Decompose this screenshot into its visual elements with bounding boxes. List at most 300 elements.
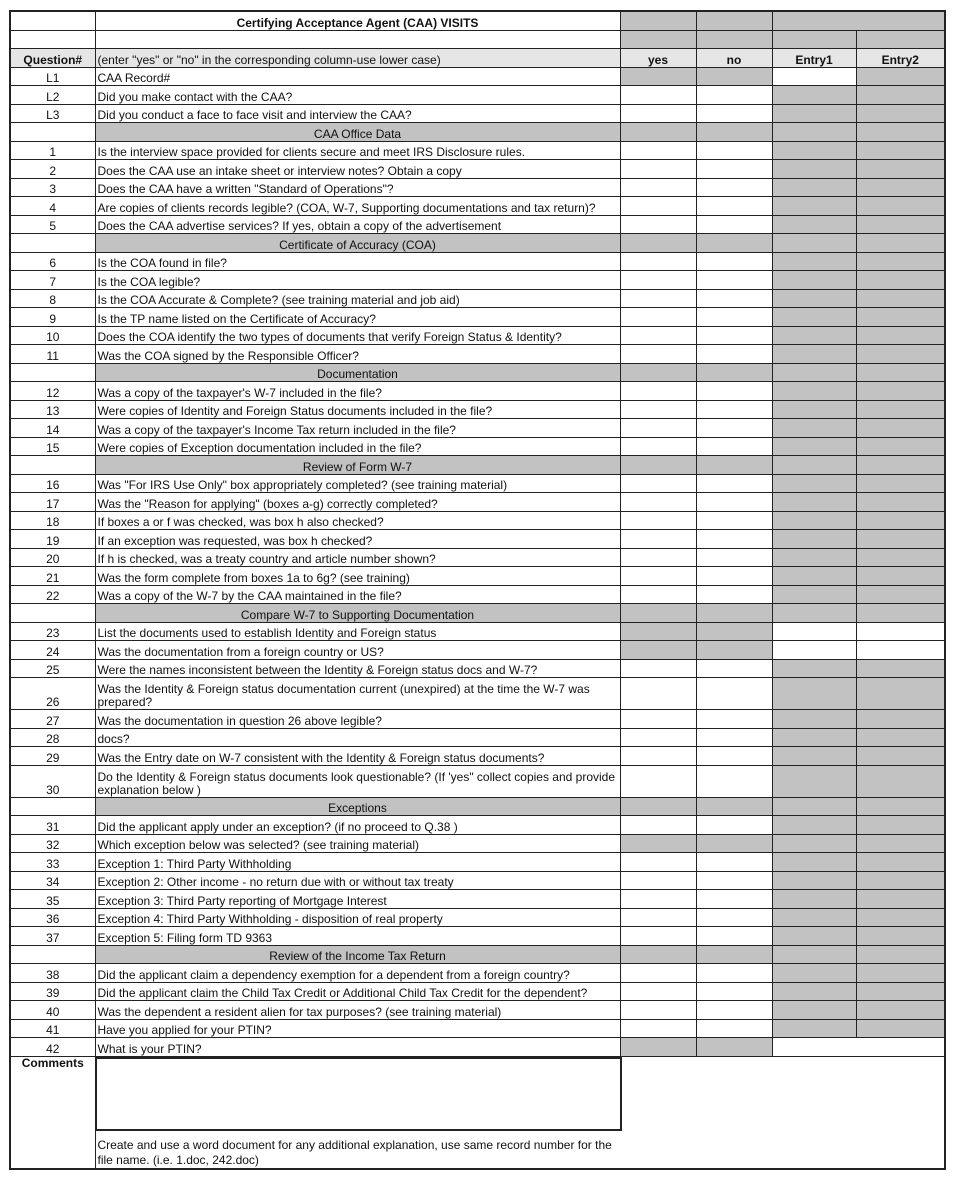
question-text: Was "For IRS Use Only" box appropriately completed? (see training material) [95,474,620,493]
question-number: 13 [10,400,95,419]
blank-cell [10,234,95,253]
question-number: 2 [10,160,95,179]
question-row [10,659,945,678]
question-number: 25 [10,659,95,678]
question-row [10,141,945,160]
blank-cell [856,945,945,964]
question-number: 18 [10,511,95,530]
blank-cell [696,363,772,382]
no-cell [696,641,772,660]
yes-cell[interactable] [620,927,696,946]
entry2-cell [856,834,945,853]
entry2-cell [856,141,945,160]
entry2-cell [856,871,945,890]
question-row [10,765,945,797]
yes-cell[interactable] [620,567,696,586]
yes-cell[interactable] [620,308,696,327]
question-row [10,927,945,946]
no-cell[interactable] [696,86,772,105]
entry1-cell [772,816,856,835]
blank-cell [772,11,945,30]
question-text: Was the Identity & Foreign status documentation current (unexpired) at the time the W-7 was prepared? [95,678,620,710]
no-cell[interactable] [696,964,772,983]
no-cell[interactable] [696,927,772,946]
blank-cell [620,604,696,623]
entry2-cell [856,382,945,401]
question-text: Is the COA found in file? [95,252,620,271]
entry1-cell [772,710,856,729]
question-row [10,345,945,364]
entry1-cell [772,747,856,766]
entry1-cell[interactable] [772,622,856,641]
yes-cell[interactable] [620,419,696,438]
entry1-cell [772,141,856,160]
no-cell [696,67,772,86]
entry1-cell [772,1019,856,1038]
question-text: Was the dependent a resident alien for tax purposes? (see training material) [95,1001,620,1020]
entry2-cell [856,474,945,493]
question-row [10,86,945,105]
yes-cell[interactable] [620,252,696,271]
question-row [10,215,945,234]
entry1-cell [772,871,856,890]
no-cell[interactable] [696,765,772,797]
no-cell[interactable] [696,1001,772,1020]
question-row [10,1001,945,1020]
yes-cell[interactable] [620,382,696,401]
blank-cell [696,234,772,253]
no-cell[interactable] [696,104,772,123]
question-text: CAA Record# [95,67,620,86]
no-cell[interactable] [696,585,772,604]
question-text: Exception 4: Third Party Withholding - disposition of real property [95,908,620,927]
no-cell[interactable] [696,890,772,909]
entry1-cell [772,437,856,456]
no-cell[interactable] [696,1019,772,1038]
yes-cell[interactable] [620,964,696,983]
question-number: 12 [10,382,95,401]
question-text: Which exception below was selected? (see training material) [95,834,620,853]
entry1-cell [772,567,856,586]
yes-cell[interactable] [620,1019,696,1038]
entry2-cell [856,437,945,456]
question-text: Was the Entry date on W-7 consistent with the Identity & Foreign status documents? [95,747,620,766]
question-text: Is the TP name listed on the Certificate of Accuracy? [95,308,620,327]
comments-input[interactable] [95,1057,622,1131]
no-cell[interactable] [696,511,772,530]
no-cell[interactable] [696,178,772,197]
no-cell[interactable] [696,871,772,890]
entry2-cell [856,345,945,364]
question-text: Have you applied for your PTIN? [95,1019,620,1038]
entry2-cell [856,530,945,549]
question-row [10,419,945,438]
yes-cell [620,622,696,641]
entry1-cell [772,86,856,105]
no-cell[interactable] [696,678,772,710]
blank-cell [620,363,696,382]
question-row [10,104,945,123]
yes-cell[interactable] [620,982,696,1001]
question-number: 39 [10,982,95,1001]
blank-cell [772,604,856,623]
entry1-cell[interactable] [772,67,856,86]
question-number: 33 [10,853,95,872]
entry1-cell [772,908,856,927]
blank-cell [856,456,945,475]
yes-cell [620,641,696,660]
yes-cell[interactable] [620,871,696,890]
yes-cell [620,67,696,86]
entry2-cell [856,493,945,512]
question-row [10,252,945,271]
entry1-cell [772,178,856,197]
entry1-cell [772,326,856,345]
yes-cell[interactable] [620,141,696,160]
no-cell[interactable] [696,400,772,419]
question-row [10,908,945,927]
yes-cell[interactable] [620,160,696,179]
question-row [10,1019,945,1038]
yes-cell[interactable] [620,437,696,456]
blank-cell [772,234,856,253]
yes-cell[interactable] [620,104,696,123]
question-row [10,548,945,567]
blank-cell [620,797,696,816]
yes-cell[interactable] [620,289,696,308]
entry2-cell [856,728,945,747]
no-cell[interactable] [696,710,772,729]
blank-cell [772,123,856,142]
question-number: 36 [10,908,95,927]
sheet-title: Certifying Acceptance Agent (CAA) VISITS [95,11,620,30]
no-cell[interactable] [696,215,772,234]
entry2-cell [856,908,945,927]
entry1-cell [772,834,856,853]
entry1-cell [772,548,856,567]
question-number: 15 [10,437,95,456]
entry-cell[interactable] [772,1038,945,1057]
question-row [10,511,945,530]
entry2-cell [856,400,945,419]
entry2-cell [856,419,945,438]
question-number: 30 [10,765,95,797]
section-title: Compare W-7 to Supporting Documentation [95,604,620,623]
yes-cell[interactable] [620,178,696,197]
entry2-cell [856,160,945,179]
question-text: If an exception was requested, was box h checked? [95,530,620,549]
question-text: Did the applicant claim a dependency exemption for a dependent from a foreign country? [95,964,620,983]
entry2-cell [856,1001,945,1020]
entry2-cell [856,271,945,290]
entry2-cell [856,511,945,530]
question-number: 29 [10,747,95,766]
entry1-cell [772,160,856,179]
question-number: 35 [10,890,95,909]
question-row [10,308,945,327]
blank-cell [620,11,696,30]
no-cell[interactable] [696,382,772,401]
question-text: Did you make contact with the CAA? [95,86,620,105]
blank-cell [772,945,856,964]
entry1-cell [772,678,856,710]
question-text: Was a copy of the W-7 by the CAA maintained in the file? [95,585,620,604]
question-number: 4 [10,197,95,216]
entry1-cell [772,1001,856,1020]
yes-cell[interactable] [620,747,696,766]
entry2-cell [856,853,945,872]
yes-cell[interactable] [620,908,696,927]
entry2-cell [856,86,945,105]
blank-cell [696,797,772,816]
blank-cell [696,123,772,142]
entry1-cell [772,271,856,290]
no-cell[interactable] [696,659,772,678]
question-text: Does the CAA advertise services? If yes, obtain a copy of the advertisement [95,215,620,234]
entry1-cell [772,493,856,512]
question-row [10,493,945,512]
blank-cell [10,456,95,475]
yes-cell[interactable] [620,215,696,234]
entry1-cell [772,345,856,364]
section-header-row [10,945,945,964]
no-cell[interactable] [696,493,772,512]
question-text: Was a copy of the taxpayer's Income Tax return included in the file? [95,419,620,438]
question-number: 42 [10,1038,95,1057]
yes-cell[interactable] [620,816,696,835]
blank-cell [772,363,856,382]
entry1-cell [772,890,856,909]
no-cell[interactable] [696,437,772,456]
blank-cell [10,945,95,964]
comments-row [10,1056,945,1169]
section-header-row [10,234,945,253]
question-number: 9 [10,308,95,327]
entry2-cell [856,104,945,123]
blank-cell [856,123,945,142]
yes-cell [620,834,696,853]
question-row [10,641,945,660]
question-text: Did the applicant apply under an exception? (if no proceed to Q.38 ) [95,816,620,835]
yes-cell[interactable] [620,197,696,216]
no-cell[interactable] [696,530,772,549]
blank-cell [772,30,856,49]
entry1-cell [772,511,856,530]
entry2-cell [856,765,945,797]
yes-cell [620,1038,696,1057]
no-cell[interactable] [696,160,772,179]
blank-cell [856,604,945,623]
no-cell[interactable] [696,816,772,835]
question-number: 10 [10,326,95,345]
entry1-cell [772,419,856,438]
yes-cell[interactable] [620,345,696,364]
yes-cell[interactable] [620,400,696,419]
no-cell[interactable] [696,567,772,586]
question-text: Were the names inconsistent between the Identity & Foreign status docs and W-7? [95,659,620,678]
entry2-cell [856,678,945,710]
blank-cell [620,234,696,253]
yes-cell[interactable] [620,530,696,549]
yes-cell[interactable] [620,474,696,493]
entry1-cell [772,728,856,747]
question-row [10,326,945,345]
yes-cell[interactable] [620,678,696,710]
no-cell[interactable] [696,197,772,216]
entry1-cell [772,400,856,419]
question-number: 20 [10,548,95,567]
blank-cell [620,945,696,964]
blank-cell [856,797,945,816]
yes-cell[interactable] [620,1001,696,1020]
entry1-header: Entry1 [772,49,856,68]
entry1-cell [772,197,856,216]
blank-cell [856,363,945,382]
question-row [10,747,945,766]
yes-cell[interactable] [620,890,696,909]
no-cell[interactable] [696,747,772,766]
yes-header: yes [620,49,696,68]
section-header-row [10,797,945,816]
question-text: Does the CAA have a written "Standard of Operations"? [95,178,620,197]
question-row [10,816,945,835]
question-row [10,474,945,493]
question-number: 11 [10,345,95,364]
caa-visits-sheet [9,10,946,1170]
question-number: 24 [10,641,95,660]
yes-cell[interactable] [620,710,696,729]
title-row [10,11,945,30]
question-number: 14 [10,419,95,438]
entry1-cell [772,308,856,327]
yes-cell[interactable] [620,659,696,678]
question-number: 41 [10,1019,95,1038]
question-text: Did the applicant claim the Child Tax Credit or Additional Child Tax Credit for the dependent? [95,982,620,1001]
entry1-cell [772,104,856,123]
yes-cell[interactable] [620,511,696,530]
question-number: 38 [10,964,95,983]
no-cell[interactable] [696,853,772,872]
entry1-cell [772,585,856,604]
no-cell[interactable] [696,141,772,160]
entry2-cell [856,890,945,909]
yes-cell[interactable] [620,548,696,567]
question-row [10,982,945,1001]
blank-cell [696,11,772,30]
entry1-cell [772,927,856,946]
no-cell[interactable] [696,289,772,308]
question-number: 19 [10,530,95,549]
entry2-cell[interactable] [856,641,945,660]
no-cell [696,622,772,641]
question-text: Is the COA Accurate & Complete? (see training material and job aid) [95,289,620,308]
blank-cell [620,123,696,142]
entry2-cell[interactable] [856,622,945,641]
no-cell[interactable] [696,982,772,1001]
question-text: Exception 3: Third Party reporting of Mortgage Interest [95,890,620,909]
blank-cell [620,30,696,49]
entry2-cell [856,964,945,983]
no-cell[interactable] [696,908,772,927]
yes-cell[interactable] [620,326,696,345]
question-row [10,834,945,853]
blank-cell [95,30,620,49]
no-cell[interactable] [696,308,772,327]
yes-cell[interactable] [620,493,696,512]
blank-cell [620,456,696,475]
entry1-cell [772,289,856,308]
yes-cell[interactable] [620,271,696,290]
blank-cell [696,30,772,49]
section-title: CAA Office Data [95,123,620,142]
entry2-cell [856,178,945,197]
question-text: Was the "Reason for applying" (boxes a-g) correctly completed? [95,493,620,512]
instruction-header: (enter "yes" or "no" in the corresponding column-use lower case) [95,49,620,68]
entry1-cell [772,382,856,401]
yes-cell[interactable] [620,86,696,105]
entry2-cell [856,326,945,345]
entry1-cell [772,853,856,872]
question-number: 40 [10,1001,95,1020]
no-cell[interactable] [696,419,772,438]
question-text: Did you conduct a face to face visit and interview the CAA? [95,104,620,123]
question-number: 8 [10,289,95,308]
no-cell[interactable] [696,474,772,493]
question-row [10,890,945,909]
entry2-cell [856,252,945,271]
question-row [10,289,945,308]
entry1-cell [772,964,856,983]
entry1-cell [772,659,856,678]
question-text: Does the COA identify the two types of documents that verify Foreign Status & Identity? [95,326,620,345]
entry2-cell [856,747,945,766]
no-cell [696,834,772,853]
question-number: 16 [10,474,95,493]
no-cell[interactable] [696,271,772,290]
entry2-cell [856,659,945,678]
question-text: Does the CAA use an intake sheet or interview notes? Obtain a copy [95,160,620,179]
blank-cell [10,363,95,382]
entry1-cell[interactable] [772,641,856,660]
entry2-cell [856,67,945,86]
question-text: Was the form complete from boxes 1a to 6g? (see training) [95,567,620,586]
no-cell[interactable] [696,548,772,567]
question-row [10,437,945,456]
question-row [10,271,945,290]
question-number: 34 [10,871,95,890]
yes-cell[interactable] [620,765,696,797]
no-cell[interactable] [696,326,772,345]
question-number: L2 [10,86,95,105]
no-cell[interactable] [696,252,772,271]
section-title: Review of the Income Tax Return [95,945,620,964]
entry2-cell [856,197,945,216]
entry2-cell [856,927,945,946]
comments-note: Create and use a word document for any additional explanation, use same record number for the file name. (i.e. 1.doc, 242.doc) [97,1137,612,1167]
question-number: 23 [10,622,95,641]
no-cell[interactable] [696,345,772,364]
no-cell[interactable] [696,728,772,747]
yes-cell[interactable] [620,728,696,747]
entry2-cell [856,710,945,729]
question-text: Exception 1: Third Party Withholding [95,853,620,872]
yes-cell[interactable] [620,585,696,604]
yes-cell[interactable] [620,853,696,872]
comments-label: Comments [10,1056,95,1169]
entry1-cell [772,252,856,271]
question-row [10,67,945,86]
question-row [10,710,945,729]
